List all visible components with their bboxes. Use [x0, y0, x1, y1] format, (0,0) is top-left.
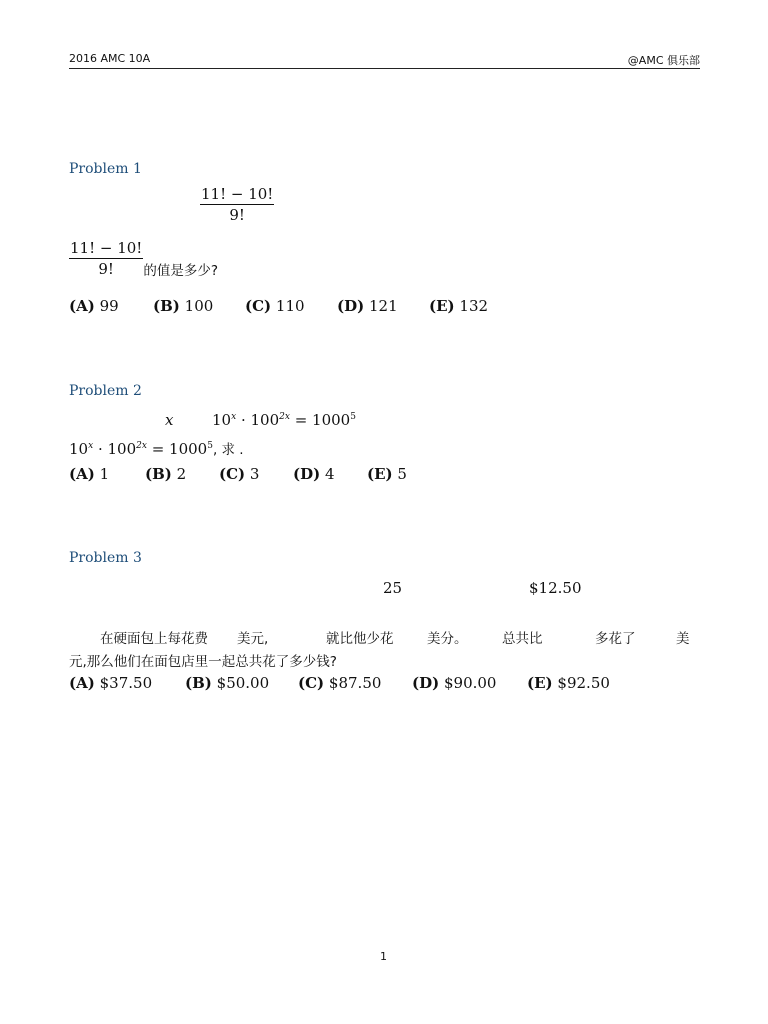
problem-2-choice-d: (D) 4: [293, 465, 335, 483]
problem-1-question: [69, 239, 218, 279]
problem-2-question: $10^x \cdot 100^{2x} = 1000^5$, 求 .: [69, 440, 244, 458]
fraction-denominator: 9!: [229, 206, 245, 224]
problem-3-text-seg-2: 美元,: [237, 631, 269, 647]
problem-3-choice-d: (D) $90.00: [412, 674, 497, 692]
problem-3-text-seg-3: 就比他少花: [326, 631, 394, 647]
problem-1-choice-e: (E) 132: [429, 297, 489, 315]
fraction-numerator: 11! − 10!: [70, 239, 143, 257]
problem-2-choice-e: (E) 5: [367, 465, 407, 483]
problem-3-text-seg-4: 美分。: [427, 631, 468, 647]
problem-2-variable: x: [165, 411, 174, 429]
fraction-numerator: 11! − 10!: [201, 185, 274, 203]
question-text: 的值是多少?: [143, 263, 219, 279]
problem-3-choice-e: (E) $92.50: [527, 674, 610, 692]
problem-2-choice-a: (A) 1: [69, 465, 110, 483]
problem-3-text-seg-1: 在硬面包上每花费: [100, 631, 208, 647]
problem-2-display-equation: $10^x \cdot 100^{2x} = 1000^5$: [212, 411, 356, 429]
problem-3-choice-b: (B) $50.00: [185, 674, 270, 692]
problem-1-title: Problem 1: [69, 161, 142, 177]
problem-3-text-seg-5: 总共比: [502, 631, 543, 647]
problem-3-choice-a: (A) $37.50: [69, 674, 153, 692]
problem-3-number-b: $12.50: [529, 579, 582, 597]
problem-1-choice-d: (D) 121: [337, 297, 398, 315]
page-header: [69, 51, 700, 69]
problem-3-text-seg-6: 多花了: [595, 631, 636, 647]
problem-3-choice-c: (C) $87.50: [298, 674, 382, 692]
problem-3-text-seg-7: 美: [676, 631, 690, 647]
problem-1-display-fraction: [200, 185, 274, 224]
problem-2-choice-b: (B) 2: [145, 465, 187, 483]
problem-3-number-a: 25: [383, 579, 403, 597]
header-right: @AMC 俱乐部: [627, 54, 700, 67]
fraction-denominator: 9!: [98, 260, 114, 278]
problem-3-title: Problem 3: [69, 550, 142, 566]
problem-1-choice-a: (A) 99: [69, 297, 119, 315]
problem-1-choice-c: (C) 110: [245, 297, 305, 315]
problem-2-title: Problem 2: [69, 383, 142, 399]
question-text: , 求 .: [212, 442, 244, 458]
page-number: 1: [380, 950, 387, 963]
problem-3-text-line-2: 元,那么他们在面包店里一起总共花了多少钱?: [69, 654, 337, 670]
problem-2-choice-c: (C) 3: [219, 465, 260, 483]
problem-1-choice-b: (B) 100: [153, 297, 214, 315]
header-left: 2016 AMC 10A: [69, 52, 151, 65]
